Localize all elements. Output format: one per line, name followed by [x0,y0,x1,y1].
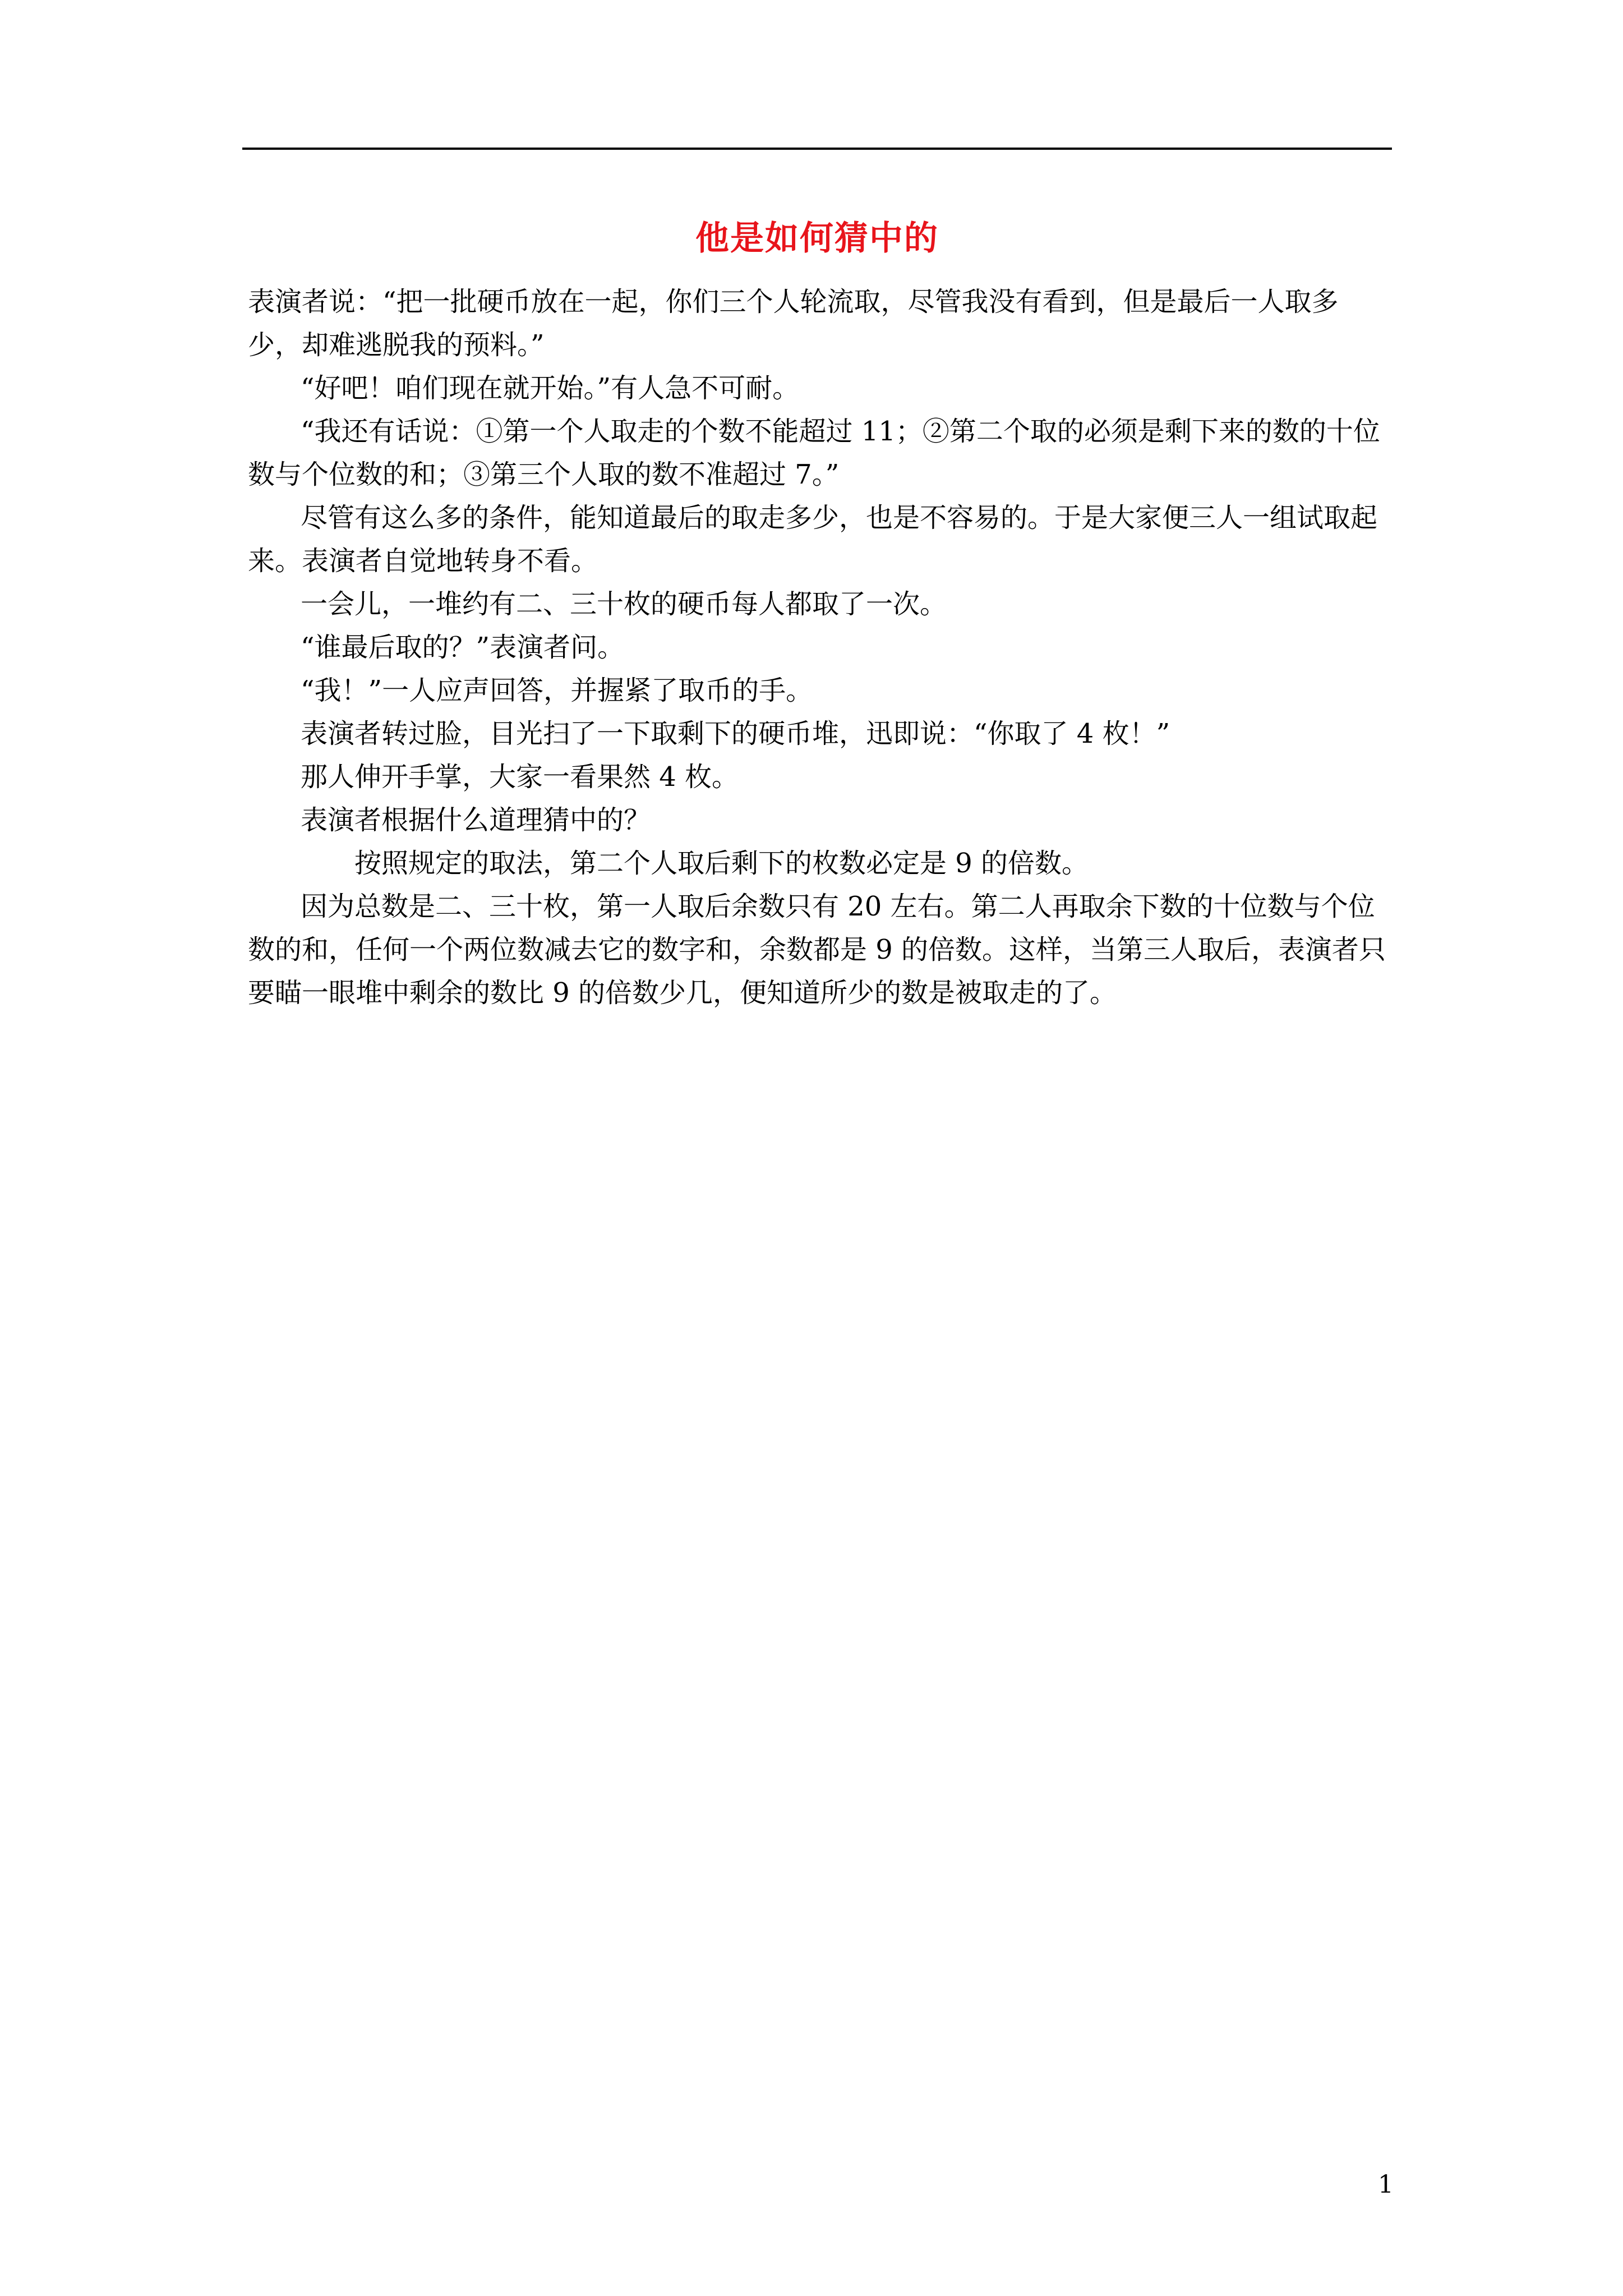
header-rule [242,148,1392,150]
document-body [248,280,1392,1015]
paragraph: “我！”一人应声回答，并握紧了取币的手。 [301,675,813,706]
paragraph: 尽管有这么多的条件，能知道最后的取走多少，也是不容易的。于是大家便三人一组试取起来。表演者自觉地转身不看。 [248,502,1378,577]
paragraph: 一会儿，一堆约有二、三十枚的硬币每人都取了一次。 [301,588,947,620]
paragraph-explanation: 因为总数是二、三十枚，第一人取后余数只有 20 左右。第二人再取余下数的十位数与个位数的和，任何一个两位数减去它的数字和，余数都是 9 的倍数。这样，当第三人取后，表演者只要瞄一眼堆中剩余的数比 9 的倍数少几，便知道所少的数是被取走的了。 [248,891,1386,1009]
paragraph-intro: 表演者说：“把一批硬币放在一起，你们三个人轮流取，尽管我没有看到，但是最后一人取多少，却难逃脱我的预料。” [248,286,1339,361]
paragraph: “谁最后取的？”表演者问。 [301,632,625,663]
page-number: 1 [1378,2170,1394,2199]
paragraph: 那人伸开手掌，大家一看果然 4 枚。 [301,761,739,793]
paragraph-question: 表演者根据什么道理猜中的？ [301,804,651,836]
document-title: 他是如何猜中的 [695,219,939,258]
paragraph: 表演者转过脸，目光扫了一下取剩下的硬币堆，迅即说：“你取了 4 枚！” [301,718,1170,749]
paragraph-answer: 按照规定的取法，第二个人取后剩下的枚数必定是 9 的倍数。 [354,848,1089,879]
paragraph: “好吧！咱们现在就开始。”有人急不可耐。 [301,372,800,404]
paragraph: “我还有话说：①第一个人取走的个数不能超过 11；②第二个取的必须是剩下来的数的十位数与个位数的和；③第三个人取的数不准超过 7。” [248,416,1380,490]
